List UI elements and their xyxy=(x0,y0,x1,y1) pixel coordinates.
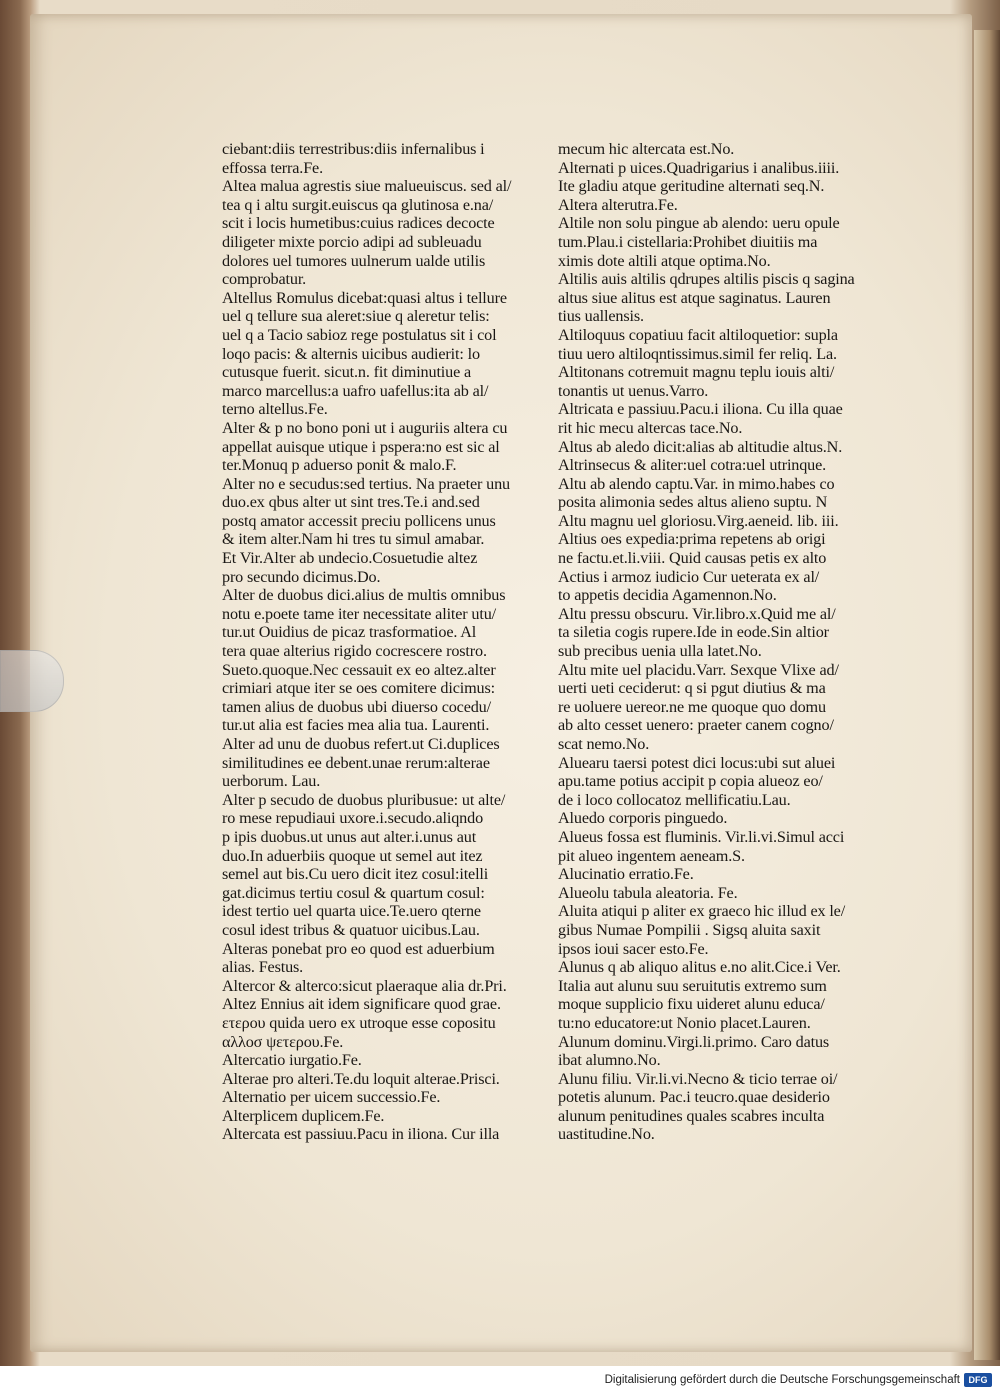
entry-line: altus siue alitus est atque saginatus. Lauren xyxy=(558,288,831,307)
dictionary-entry xyxy=(222,1070,548,1089)
entry-line: Altez Ennius ait idem significare quod grae. xyxy=(222,995,501,1014)
entry-line: alunum penitudines quales scabres inculta xyxy=(558,1106,825,1125)
entry-line: effossa terra.Fe. xyxy=(222,158,323,177)
dictionary-entry xyxy=(222,940,548,977)
entry-line: ta siletia cogis rupere.Ide in eode.Sin altior xyxy=(558,623,829,642)
entry-line: Alter p secudo de duobus pluribusue: ut alte/ xyxy=(222,790,506,809)
entry-line: re uoluere uereor.ne me quoque quo domu xyxy=(558,697,826,716)
dictionary-entry xyxy=(558,828,888,865)
entry-line: sub precibus uenia ulla latet.No. xyxy=(558,642,762,661)
entry-line: tu:no educatore:ut Nonio placet.Lauren. xyxy=(558,1013,811,1032)
entry-line: dolores uel tumores uulnerum ualde utilis xyxy=(222,251,486,270)
dictionary-entry xyxy=(558,661,888,754)
dictionary-entry xyxy=(558,140,888,159)
entry-line: ro mese repudiaui uxore.i.secudo.aliqndo xyxy=(222,809,484,828)
entry-line: Alueus fossa est fluminis. Vir.li.vi.Simul acci xyxy=(558,827,845,846)
entry-line: moque supplicio fixu uideret alunu educa/ xyxy=(558,995,825,1014)
dfg-logo: DFG xyxy=(964,1373,992,1387)
entry-line: tamen alius de duobus ubi diuerso cocedu/ xyxy=(222,697,491,716)
entry-line: Alter de duobus dici.alius de multis omnibus xyxy=(222,586,506,605)
entry-line: Altu magnu uel gloriosu.Virg.aeneid. lib. iii. xyxy=(558,511,839,530)
page-clip xyxy=(0,650,64,712)
dictionary-entry xyxy=(558,865,888,884)
entry-line: Alternatio per uicem successio.Fe. xyxy=(222,1088,441,1107)
entry-line: Alter ad unu de duobus refert.ut Ci.duplices xyxy=(222,735,500,753)
entry-line: Alterplicem duplicem.Fe. xyxy=(222,1106,385,1125)
entry-line: duo.In aduerbiis quoque ut semel aut itez xyxy=(222,846,483,865)
entry-line: semel aut bis.Cu uero dicit itez cosul:itelli xyxy=(222,865,489,884)
entry-line: Alter no e secudus:sed tertius. Na praeter unu xyxy=(222,474,510,493)
entry-line: gibus Numae Pompilii . Sigsq aluita saxit xyxy=(558,920,821,939)
entry-line: Actius i armoz iudicio Cur ueterata ex al/ xyxy=(558,567,820,586)
entry-line: Altus ab aledo dicit:alias ab altitudie altus.N. xyxy=(558,437,843,456)
entry-line: Altiloquus copatiuu facit altiloquetior: supla xyxy=(558,325,838,344)
entry-line: Altius oes expedia:prima repetens ab origi xyxy=(558,530,826,549)
entry-line: duo.ex qbus alter ut sint tres.Te.i and.sed xyxy=(222,493,480,512)
entry-line: ipsos ioui sacer esto.Fe. xyxy=(558,939,709,958)
entry-line: Aluearu taersi potest dici locus:ubi sut aluei xyxy=(558,753,836,772)
entry-line: Altu mite uel placidu.Varr. Sexque Vlixe ad/ xyxy=(558,660,839,679)
entry-line: notu e.poete tame iter necessitate aliter utu/ xyxy=(222,604,497,623)
entry-line: appellat auisque utique i pspera:no est sic al xyxy=(222,437,500,456)
entry-line: tur.ut alia est facies mea alia tua. Laurenti. xyxy=(222,716,490,735)
entry-line: Sueto.quoque.Nec cessauit ex eo altez.alter xyxy=(222,660,496,679)
entry-line: Aluita atiqui p aliter ex graeco hic illud ex le/ xyxy=(558,902,846,921)
entry-line: uel q a Tacio sabioz rege postulatus sit i col xyxy=(222,325,497,344)
entry-line: de i loco collocatoz mellificatiu.Lau. xyxy=(558,790,791,809)
entry-line: Altea malua agrestis siue malueuiscus. sed al/ xyxy=(222,177,512,196)
entry-line: ibat alumno.No. xyxy=(558,1051,661,1070)
entry-line: cutusque fuerit. sicut.n. fit diminutiue a xyxy=(222,363,472,382)
page-edge xyxy=(974,30,1000,1360)
entry-line: Altrinsecus & aliter:uel cotra:uel utrinque. xyxy=(558,456,827,475)
entry-line: potetis alunum. Pac.i teucro.quae desiderio xyxy=(558,1088,830,1107)
dictionary-entry xyxy=(222,995,548,1051)
entry-line: ετερου quida uero ex utroque esse copositu xyxy=(222,1013,496,1032)
dictionary-entry xyxy=(558,196,888,215)
dictionary-entry xyxy=(558,902,888,958)
entry-line: Altricata e passiuu.Pacu.i iliona. Cu illa quae xyxy=(558,400,843,419)
entry-line: apu.tame potius accipit p copia alueoz eo/ xyxy=(558,772,823,791)
dictionary-entry xyxy=(558,270,888,326)
dictionary-entry xyxy=(222,791,548,940)
entry-line: Altercata est passiuu.Pacu in iliona. Cur illa xyxy=(222,1125,500,1144)
entry-line: Alunu filiu. Vir.li.vi.Necno & ticio terrae oi/ xyxy=(558,1069,838,1088)
entry-line: ab alto cesset uenero: praeter canem cogno/ xyxy=(558,716,834,735)
dictionary-entry xyxy=(222,977,548,996)
dictionary-entry xyxy=(222,1125,548,1144)
entry-line: Altitonans cotremuit magnu teplu iouis alti/ xyxy=(558,363,835,382)
dictionary-entry xyxy=(558,214,888,270)
left-text-column xyxy=(222,140,548,1144)
entry-line: alias. Festus. xyxy=(222,958,304,977)
dictionary-entry xyxy=(222,1107,548,1126)
footer-bar xyxy=(0,1366,1000,1396)
dictionary-entry xyxy=(558,363,888,400)
entry-line: uastitudine.No. xyxy=(558,1125,655,1144)
entry-line: postq amator accessit preciu pollicens unus xyxy=(222,511,496,530)
entry-line: tiuu uero altiloqntissimus.simil fer reliq. La. xyxy=(558,344,837,363)
entry-line: Alueolu tabula aleatoria. Fe. xyxy=(558,883,738,902)
dictionary-entry xyxy=(558,1070,888,1144)
entry-line: Altile non solu pingue ab alendo: ueru opule xyxy=(558,214,840,233)
entry-line: mecum hic altercata est.No. xyxy=(558,140,735,158)
entry-line: tea q i altu surgit.euiscus qa glutinosa e.na/ xyxy=(222,195,494,214)
entry-line: Ite gladiu atque geritudine alternati seq.N. xyxy=(558,177,825,196)
entry-line: gat.dicimus tertiu cosul & quartum cosul: xyxy=(222,883,485,902)
entry-line: Aluedo corporis pinguedo. xyxy=(558,809,728,828)
dictionary-entry xyxy=(222,1051,548,1070)
entry-line: Alternati p uices.Quadrigarius i analibus.iiii. xyxy=(558,158,840,177)
entry-line: diligeter mixte porcio adipi ad subleuadu xyxy=(222,232,482,251)
entry-line: tum.Plau.i cistellaria:Prohibet diuitiis ma xyxy=(558,232,818,251)
entry-line: ciebant:diis terrestribus:diis infernalibus i xyxy=(222,140,485,158)
dictionary-entry xyxy=(558,809,888,828)
entry-line: ne factu.et.li.viii. Quid causas petis ex alto xyxy=(558,549,827,568)
entry-line: Alteras ponebat pro eo quod est aduerbium xyxy=(222,939,495,958)
dictionary-entry xyxy=(558,958,888,1032)
digitization-credit: Digitalisierung gefördert durch die Deutsche Forschungsgemeinschaft xyxy=(604,1374,960,1386)
entry-line: crimiari atque iter se oes comitere dicimus: xyxy=(222,679,495,698)
entry-line: terno altellus.Fe. xyxy=(222,400,328,419)
right-text-column xyxy=(558,140,888,1144)
dictionary-entry xyxy=(558,438,888,457)
entry-line: to appetis decidia Agamennon.No. xyxy=(558,586,777,605)
entry-line: Alter & p no bono poni ut i auguriis altera cu xyxy=(222,418,508,437)
entry-line: scat nemo.No. xyxy=(558,735,650,753)
entry-line: idest tertio uel quarta uice.Te.uero qterne xyxy=(222,902,481,921)
entry-line: αλλοσ ψετερου.Fe. xyxy=(222,1032,344,1051)
entry-line: tius uallensis. xyxy=(558,307,644,326)
entry-line: pit alueo ingentem aeneam.S. xyxy=(558,846,745,865)
dictionary-entry xyxy=(558,400,888,437)
entry-line: ter.Monuq p aduerso ponit & malo.F. xyxy=(222,456,457,475)
entry-line: Altera alterutra.Fe. xyxy=(558,195,678,214)
entry-line: ximis dote altili atque optima.No. xyxy=(558,251,771,270)
dictionary-entry xyxy=(558,475,888,512)
entry-line: similitudines ee debent.unae rerum:alterae xyxy=(222,753,490,772)
entry-line: marco marcellus:a uafro uafellus:ita ab al/ xyxy=(222,381,489,400)
dictionary-entry xyxy=(222,177,548,289)
entry-line: Altercor & alterco:sicut plaeraque alia dr.Pri. xyxy=(222,976,507,995)
dictionary-entry xyxy=(558,456,888,475)
entry-line: rit hic mecu altercas tace.No. xyxy=(558,418,743,437)
entry-line: cosul idest tribus & quatuor uicibus.Lau. xyxy=(222,920,480,939)
entry-line: Alunum dominu.Virgi.li.primo. Caro datus xyxy=(558,1032,830,1051)
entry-line: Altu ab alendo captu.Var. in mimo.habes co xyxy=(558,474,835,493)
dictionary-entry xyxy=(558,1033,888,1070)
entry-line: scit i locis humetibus:cuius radices decocte xyxy=(222,214,495,233)
entry-line: pro secundo dicimus.Do. xyxy=(222,567,381,586)
dictionary-entry xyxy=(558,754,888,810)
entry-line: Alunus q ab aliquo alitus e.no alit.Cice.i Ver. xyxy=(558,958,841,977)
dictionary-entry xyxy=(222,586,548,735)
dictionary-entry xyxy=(558,159,888,196)
entry-line: comprobatur. xyxy=(222,270,307,289)
dictionary-entry xyxy=(222,289,548,419)
entry-line: Et Vir.Alter ab undecio.Cosuetudie altez xyxy=(222,549,478,568)
dictionary-entry xyxy=(558,326,888,363)
entry-line: Altellus Romulus dicebat:quasi altus i tellure xyxy=(222,288,507,307)
entry-line: uerti ueti ceciderut: q si pgut diutius & ma xyxy=(558,679,826,698)
entry-line: tera quae alterius rigido cocrescere rostro. xyxy=(222,642,487,661)
entry-line: Altu pressu obscuru. Vir.libro.x.Quid me al/ xyxy=(558,604,836,623)
dictionary-entry xyxy=(222,140,548,177)
entry-line: Alucinatio erratio.Fe. xyxy=(558,865,694,884)
entry-line: Altercatio iurgatio.Fe. xyxy=(222,1051,362,1070)
dictionary-entry xyxy=(558,512,888,605)
entry-line: p ipis duobus.ut unus aut alter.i.unus aut xyxy=(222,827,477,846)
entry-line: Alterae pro alteri.Te.du loquit alterae.Prisci. xyxy=(222,1069,500,1088)
entry-line: tur.ut Ouidius de picaz trasformatioe. Al xyxy=(222,623,477,642)
entry-line: uel q tellure sua aleret:siue q aleretur telis: xyxy=(222,307,490,326)
entry-line: tonantis ut uenus.Varro. xyxy=(558,381,709,400)
dictionary-entry xyxy=(222,735,548,791)
entry-line: & item alter.Nam hi tres tu simul amabar. xyxy=(222,530,485,549)
entry-line: loqo pacis: & alternis uicibus audierit: lo xyxy=(222,344,480,363)
dictionary-entry xyxy=(222,475,548,587)
entry-line: Altilis auis altilis qdrupes altilis piscis q sagina xyxy=(558,270,855,289)
entry-line: Italia aut alunu suu seruitutis extremo sum xyxy=(558,976,827,995)
dictionary-entry xyxy=(558,884,888,903)
entry-line: posita alimonia sedes altus alieno suptu. N xyxy=(558,493,828,512)
entry-line: uerborum. Lau. xyxy=(222,772,321,791)
dictionary-entry xyxy=(558,605,888,661)
dictionary-entry xyxy=(222,1088,548,1107)
dictionary-entry xyxy=(222,419,548,475)
